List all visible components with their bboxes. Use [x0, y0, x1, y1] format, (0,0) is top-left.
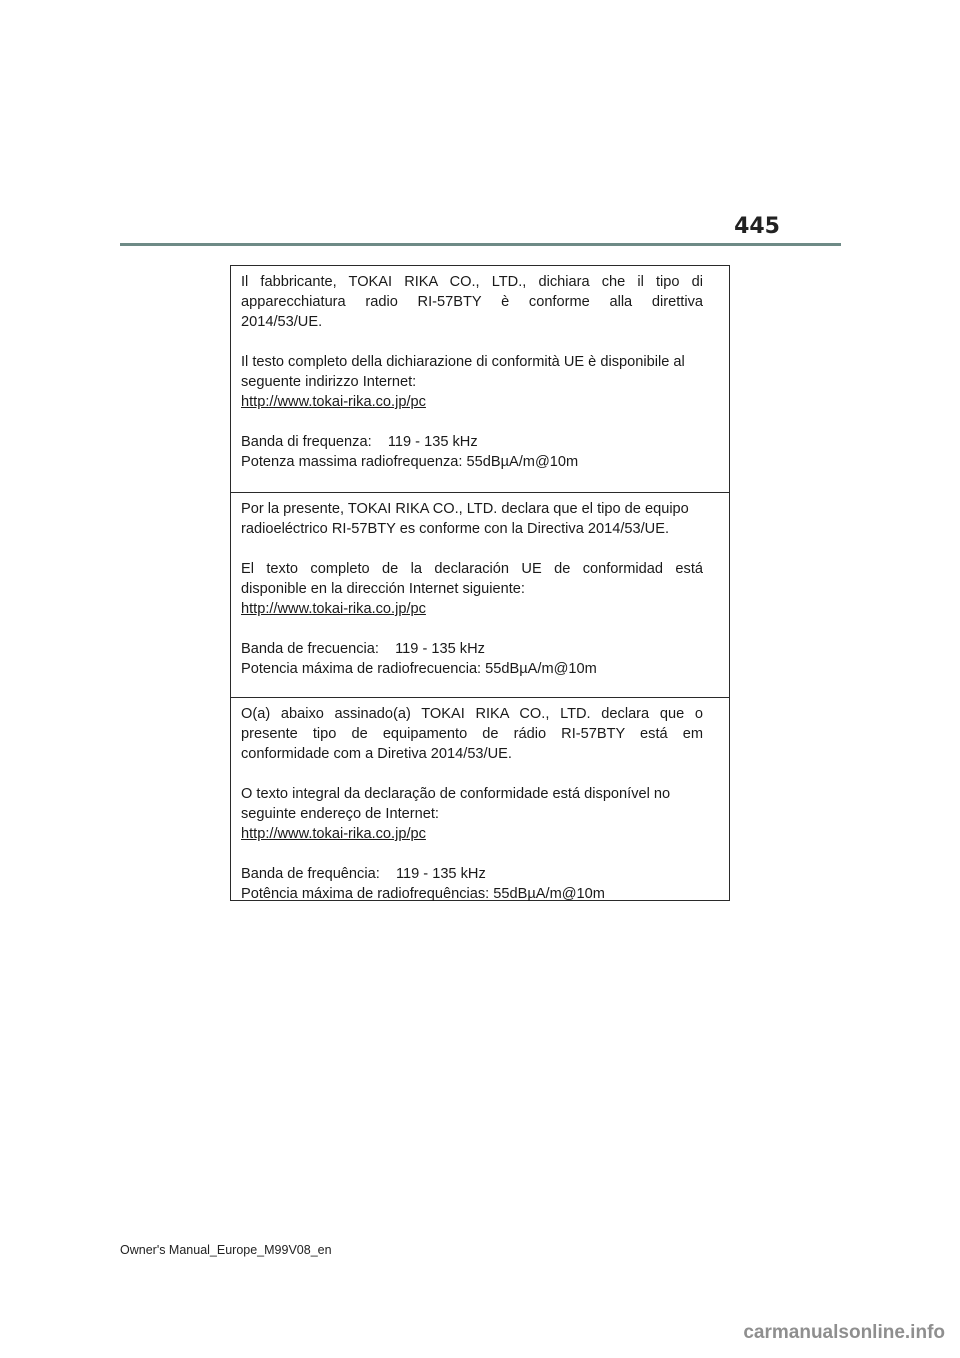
- max-power: Potenza massima radiofrequenza: 55dBµA/m@10m: [241, 454, 579, 470]
- conformity-url-link[interactable]: http://www.tokai-rika.co.jp/pc: [241, 394, 426, 410]
- watermark: carmanualsonline.info: [743, 1322, 945, 1343]
- text-line: El texto completo de la declaración UE de conformidad está: [241, 561, 703, 577]
- page-number: 445: [734, 214, 780, 239]
- max-power: Potencia máxima de radiofrecuencia: 55dBµA/m@10m: [241, 661, 597, 677]
- intro-line: conformidade com a Diretiva 2014/53/UE.: [241, 746, 512, 762]
- intro-line: Por la presente, TOKAI RIKA CO., LTD. declara que el tipo de equipo: [241, 501, 689, 517]
- header-divider: [120, 243, 841, 246]
- intro-line: 2014/53/UE.: [241, 314, 323, 330]
- text-line: seguente indirizzo Internet:: [241, 374, 417, 390]
- conformity-url-link[interactable]: http://www.tokai-rika.co.jp/pc: [241, 601, 426, 617]
- intro-line: O(a) abaixo assinado(a) TOKAI RIKA CO., LTD. declara que o: [241, 706, 703, 722]
- frequency-band: Banda de frequência: 119 - 135 kHz: [241, 866, 486, 882]
- max-power: Potência máxima de radiofrequências: 55dBµA/m@10m: [241, 886, 605, 902]
- declaration-section-spanish: [231, 492, 729, 697]
- intro-line: Il fabbricante, TOKAI RIKA CO., LTD., dichiara che il tipo di: [241, 274, 703, 290]
- text-line: O texto integral da declaração de conformidade está disponível no: [241, 786, 671, 802]
- frequency-band: Banda di frequenza: 119 - 135 kHz: [241, 434, 478, 450]
- manual-footer: Owner's Manual_Europe_M99V08_en: [120, 1243, 332, 1257]
- frequency-band: Banda de frecuencia: 119 - 135 kHz: [241, 641, 485, 657]
- conformity-url-link[interactable]: http://www.tokai-rika.co.jp/pc: [241, 826, 426, 842]
- declaration-section-italian: [231, 266, 729, 492]
- text-line: disponible en la dirección Internet siguiente:: [241, 581, 525, 597]
- intro-line: radioeléctrico RI-57BTY es conforme con la Directiva 2014/53/UE.: [241, 521, 670, 537]
- declaration-box: [230, 265, 730, 901]
- intro-line: presente tipo de equipamento de rádio RI-57BTY está em: [241, 726, 703, 742]
- intro-line: apparecchiatura radio RI-57BTY è conforme alla direttiva: [241, 294, 703, 310]
- text-line: seguinte endereço de Internet:: [241, 806, 439, 822]
- text-line: Il testo completo della dichiarazione di conformità UE è disponibile al: [241, 354, 685, 370]
- declaration-section-portuguese: [231, 697, 729, 900]
